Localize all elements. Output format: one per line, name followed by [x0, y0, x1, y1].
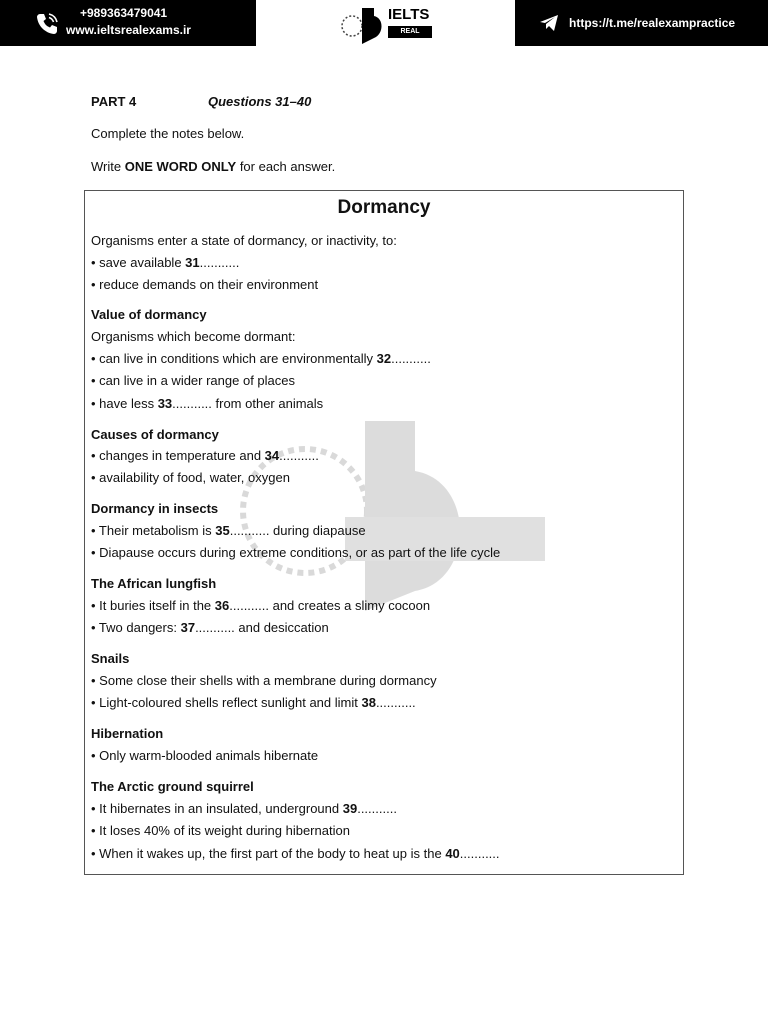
note-item-33: • have less 33........... from other animals [91, 396, 324, 411]
note-item-35: • Their metabolism is 35........... during diapause [91, 523, 366, 538]
instruction-word-limit: Write ONE WORD ONLY for each answer. [91, 159, 336, 174]
note-item-34: • changes in temperature and 34........... [91, 448, 319, 463]
logo-emblem-icon [340, 2, 384, 46]
note-item-31: • save available 31........... [91, 255, 240, 270]
header-telegram-bar [515, 0, 768, 46]
note-item: • It loses 40% of its weight during hibernation [91, 823, 350, 838]
watermark-logo-icon [235, 401, 555, 621]
section-heading-insects: Dormancy in insects [91, 501, 219, 516]
note-item: • can live in a wider range of places [91, 373, 295, 388]
section-heading-squirrel: The Arctic ground squirrel [91, 779, 254, 794]
note-item: • availability of food, water, oxygen [91, 470, 290, 485]
section-intro-value: Organisms which become dormant: [91, 329, 296, 344]
instruction-complete: Complete the notes below. [91, 126, 245, 141]
note-item-38: • Light-coloured shells reflect sunlight and limit 38........... [91, 695, 416, 710]
note-item-39: • It hibernates in an insulated, underground 39........... [91, 801, 397, 816]
part-label: PART 4 [91, 94, 137, 109]
section-heading-value: Value of dormancy [91, 307, 207, 322]
note-item-40: • When it wakes up, the first part of the body to heat up is the 40........... [91, 846, 500, 861]
logo-subtitle: REAL EXAMS [388, 26, 432, 38]
header-telegram-link[interactable]: https://t.me/realexampractice [569, 16, 736, 30]
header-phone[interactable]: +989363479041 [80, 6, 168, 20]
note-item-36: • It buries itself in the 36........... and creates a slimy cocoon [91, 598, 431, 613]
questions-range: Questions 31–40 [208, 94, 312, 109]
section-heading-snails: Snails [91, 651, 130, 666]
notes-title: Dormancy [337, 197, 431, 218]
section-heading-causes: Causes of dormancy [91, 427, 219, 442]
notes-intro: Organisms enter a state of dormancy, or inactivity, to: [91, 233, 397, 248]
note-item: • Some close their shells with a membrane during dormancy [91, 673, 437, 688]
note-item: • Only warm-blooded animals hibernate [91, 748, 319, 763]
phone-icon [34, 11, 60, 37]
header-website-link[interactable]: www.ieltsrealexams.ir [66, 23, 191, 37]
notes-box [84, 190, 684, 875]
note-item: • Diapause occurs during extreme conditions, or as part of the life cycle [91, 545, 501, 560]
note-item-37: • Two dangers: 37........... and desiccation [91, 620, 329, 635]
note-item-32: • can live in conditions which are environmentally 32........... [91, 351, 431, 366]
section-heading-hibernation: Hibernation [91, 726, 164, 741]
telegram-icon [539, 13, 559, 33]
header-contact-bar [0, 0, 256, 46]
logo-title: IELTS [388, 6, 430, 23]
section-heading-lungfish: The African lungfish [91, 576, 217, 591]
note-item: • reduce demands on their environment [91, 277, 319, 292]
